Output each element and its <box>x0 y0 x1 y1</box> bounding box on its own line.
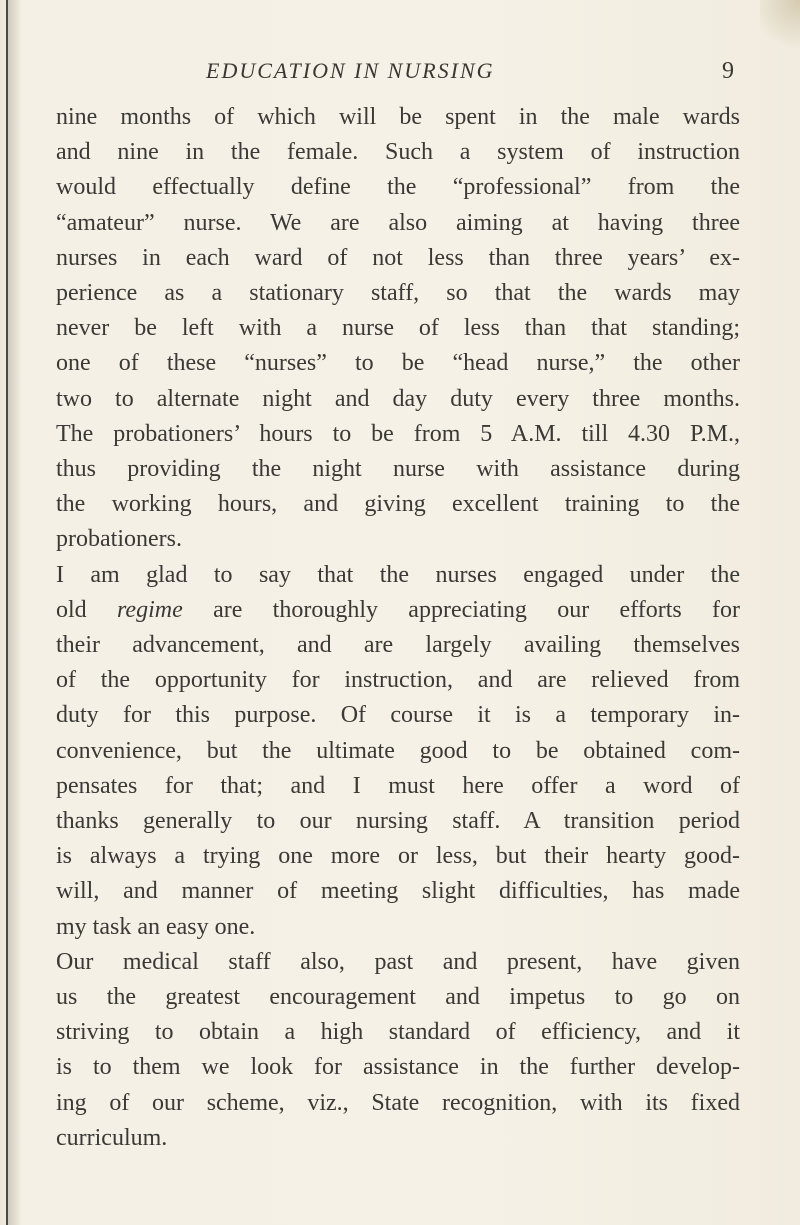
gutter-shadow <box>8 0 22 1225</box>
page-number: 9 <box>722 58 734 84</box>
text-fragment: are thoroughly appreciating our efforts for <box>213 596 741 623</box>
text-line: and nine in the female. Such a system of instruction <box>56 139 740 166</box>
text-line: Our medical staff also, past and present, have given <box>56 948 740 975</box>
text-line: would effectually define the “professional” from the <box>56 174 740 201</box>
text-line: duty for this purpose. Of course it is a temporary in- <box>56 702 740 729</box>
text-line: never be left with a nurse of less than that standing; <box>56 315 740 342</box>
paragraph-2 <box>56 558 740 945</box>
body-text <box>56 100 740 1156</box>
text-line: perience as a stationary staff, so that the wards may <box>56 280 740 307</box>
text-line: striving to obtain a high standard of efficiency, and it <box>56 1019 740 1046</box>
text-line: probationers. <box>56 526 182 553</box>
text-line: “amateur” nurse. We are also aiming at having three <box>56 209 740 236</box>
text-line: the working hours, and giving excellent training to the <box>56 491 740 518</box>
text-line: their advancement, and are largely availing themselves <box>56 632 740 659</box>
text-line: thanks generally to our nursing staff. A transition period <box>56 808 740 835</box>
text-line: will, and manner of meeting slight difficulties, has made <box>56 878 740 905</box>
text-line-mixed <box>56 593 740 628</box>
text-line: ing of our scheme, viz., State recognition, with its fixed <box>56 1089 740 1116</box>
text-line: nine months of which will be spent in the male wards <box>56 104 740 130</box>
text-line: my task an easy one. <box>56 913 256 940</box>
text-line: one of these “nurses” to be “head nurse,” the other <box>56 350 740 377</box>
paragraph-3 <box>56 945 740 1156</box>
text-line: is to them we look for assistance in the further develop- <box>56 1054 740 1081</box>
text-line: nurses in each ward of not less than three years’ ex- <box>56 244 740 271</box>
text-line: two to alternate night and day duty every three months. <box>56 385 740 412</box>
paragraph-1 <box>56 100 740 558</box>
text-line: of the opportunity for instruction, and are relieved from <box>56 667 740 694</box>
italic-term: regime <box>116 596 183 623</box>
text-fragment: old <box>56 596 87 623</box>
text-line: us the greatest encouragement and impetus to go on <box>56 984 740 1011</box>
running-title: EDUCATION IN NURSING <box>206 58 495 83</box>
text-line: I am glad to say that the nurses engaged under the <box>56 561 740 588</box>
text-line: thus providing the night nurse with assistance during <box>56 456 740 483</box>
text-line: The probationers’ hours to be from 5 A.M. till 4.30 P.M., <box>56 420 740 447</box>
page-stain <box>760 0 800 60</box>
text-line: convenience, but the ultimate good to be obtained com- <box>56 737 740 764</box>
text-line: pensates for that; and I must here offer a word of <box>56 772 740 799</box>
text-line: is always a trying one more or less, but their hearty good- <box>56 843 740 870</box>
running-head <box>56 58 740 94</box>
text-line: curriculum. <box>56 1124 168 1151</box>
